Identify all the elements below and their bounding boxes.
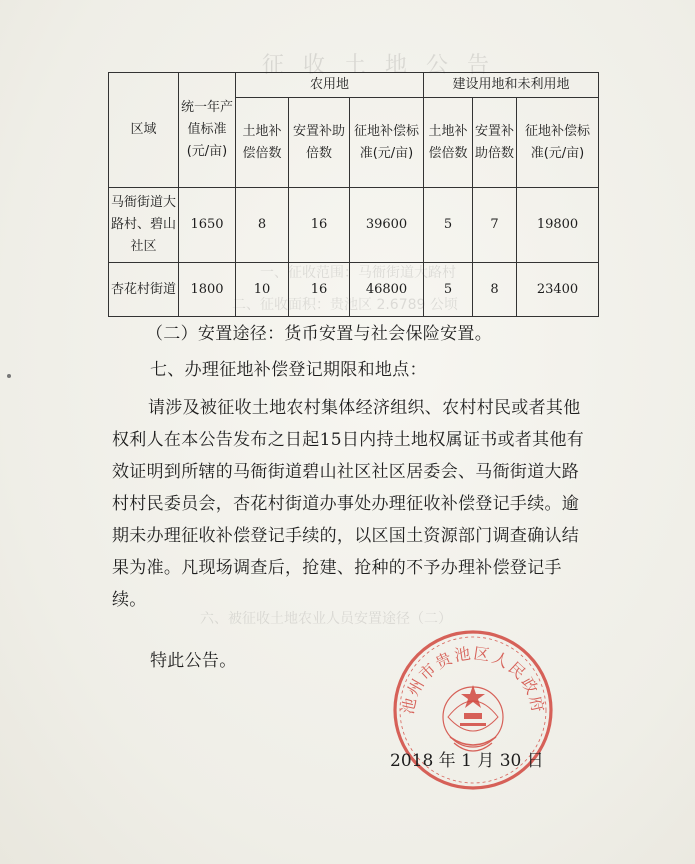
subheader-cell: 征地补偿标准(元/亩) <box>517 98 599 188</box>
header-group-farmland: 农用地 <box>236 73 424 98</box>
cell-farm-standard: 39600 <box>350 188 424 263</box>
subheader-cell: 安置补助倍数 <box>473 98 517 188</box>
bleed-through-text: 一、征收范围：马衙街道大路村 <box>260 265 456 281</box>
paragraph-text-part-1: 请涉及被征收土地农村集体经济组织、农村村民或者其他权利人在本公告发布之日起 <box>112 398 581 450</box>
cell-region: 杏花村街道 <box>109 263 179 317</box>
subheader-cell: 安置补助倍数 <box>289 98 350 188</box>
bleed-through-text: 征 收 土 地 公 告 <box>262 53 495 78</box>
resettlement-method-line: （二）安置途径：货币安置与社会保险安置。 <box>146 324 492 344</box>
cell-build-land-multiple: 5 <box>424 188 473 263</box>
cell-aavp: 1650 <box>179 188 236 263</box>
cell-farm-land-multiple: 8 <box>236 188 289 263</box>
subheader-cell: 土地补偿倍数 <box>424 98 473 188</box>
header-region: 区域 <box>109 73 179 188</box>
cell-farm-standard: 46800 <box>350 263 424 317</box>
cell-farm-land-multiple: 10 <box>236 263 289 317</box>
paragraph-days: 15 <box>319 430 342 450</box>
cell-build-resettle-multiple: 8 <box>473 263 517 317</box>
cell-build-resettle-multiple: 7 <box>473 188 517 263</box>
cell-farm-resettle-multiple: 16 <box>289 188 350 263</box>
cell-build-standard: 19800 <box>517 188 599 263</box>
cell-aavp: 1800 <box>179 263 236 317</box>
table-row <box>109 263 599 317</box>
cell-farm-resettle-multiple: 16 <box>289 263 350 317</box>
paper-mark <box>7 374 11 378</box>
registration-paragraph <box>112 392 592 616</box>
cell-build-land-multiple: 5 <box>424 263 473 317</box>
header-group-construction-land: 建设用地和未利用地 <box>424 73 599 98</box>
header-aavp: 统一年产值标准(元/亩) <box>179 73 236 188</box>
bleed-through-text: 六、被征收土地农业人员安置途径（二） <box>200 611 452 627</box>
table-row <box>109 188 599 263</box>
closing-line: 特此公告。 <box>150 651 237 671</box>
compensation-table <box>108 72 599 317</box>
subheader-cell: 征地补偿标准(元/亩) <box>350 98 424 188</box>
cell-region: 马衙街道大路村、碧山社区 <box>109 188 179 263</box>
section-7-heading: 七、办理征地补偿登记期限和地点： <box>150 360 427 380</box>
issue-date: 2018 年 1 月 30 日 <box>390 751 544 771</box>
cell-build-standard: 23400 <box>517 263 599 317</box>
paragraph-text-part-2: 日内持土地权属证书或者其他有效证明到所辖的马衙街道碧山社区社区居委会、马衙街道大路村村民委员会，杏花村街道办事处办理征收补偿登记手续。逾期未办理征收补偿登记手续的，以区国土资源部门调查确认结果为准。凡现场调查后，抢建、抢种的不予办理补偿登记手续。 <box>112 430 585 610</box>
subheader-cell: 土地补偿倍数 <box>236 98 289 188</box>
seal-text: 池州市贵池区人民政府 <box>397 643 549 716</box>
bleed-through-text: 二、征收面积：贵池区 2.6789 公顷 <box>232 297 458 313</box>
